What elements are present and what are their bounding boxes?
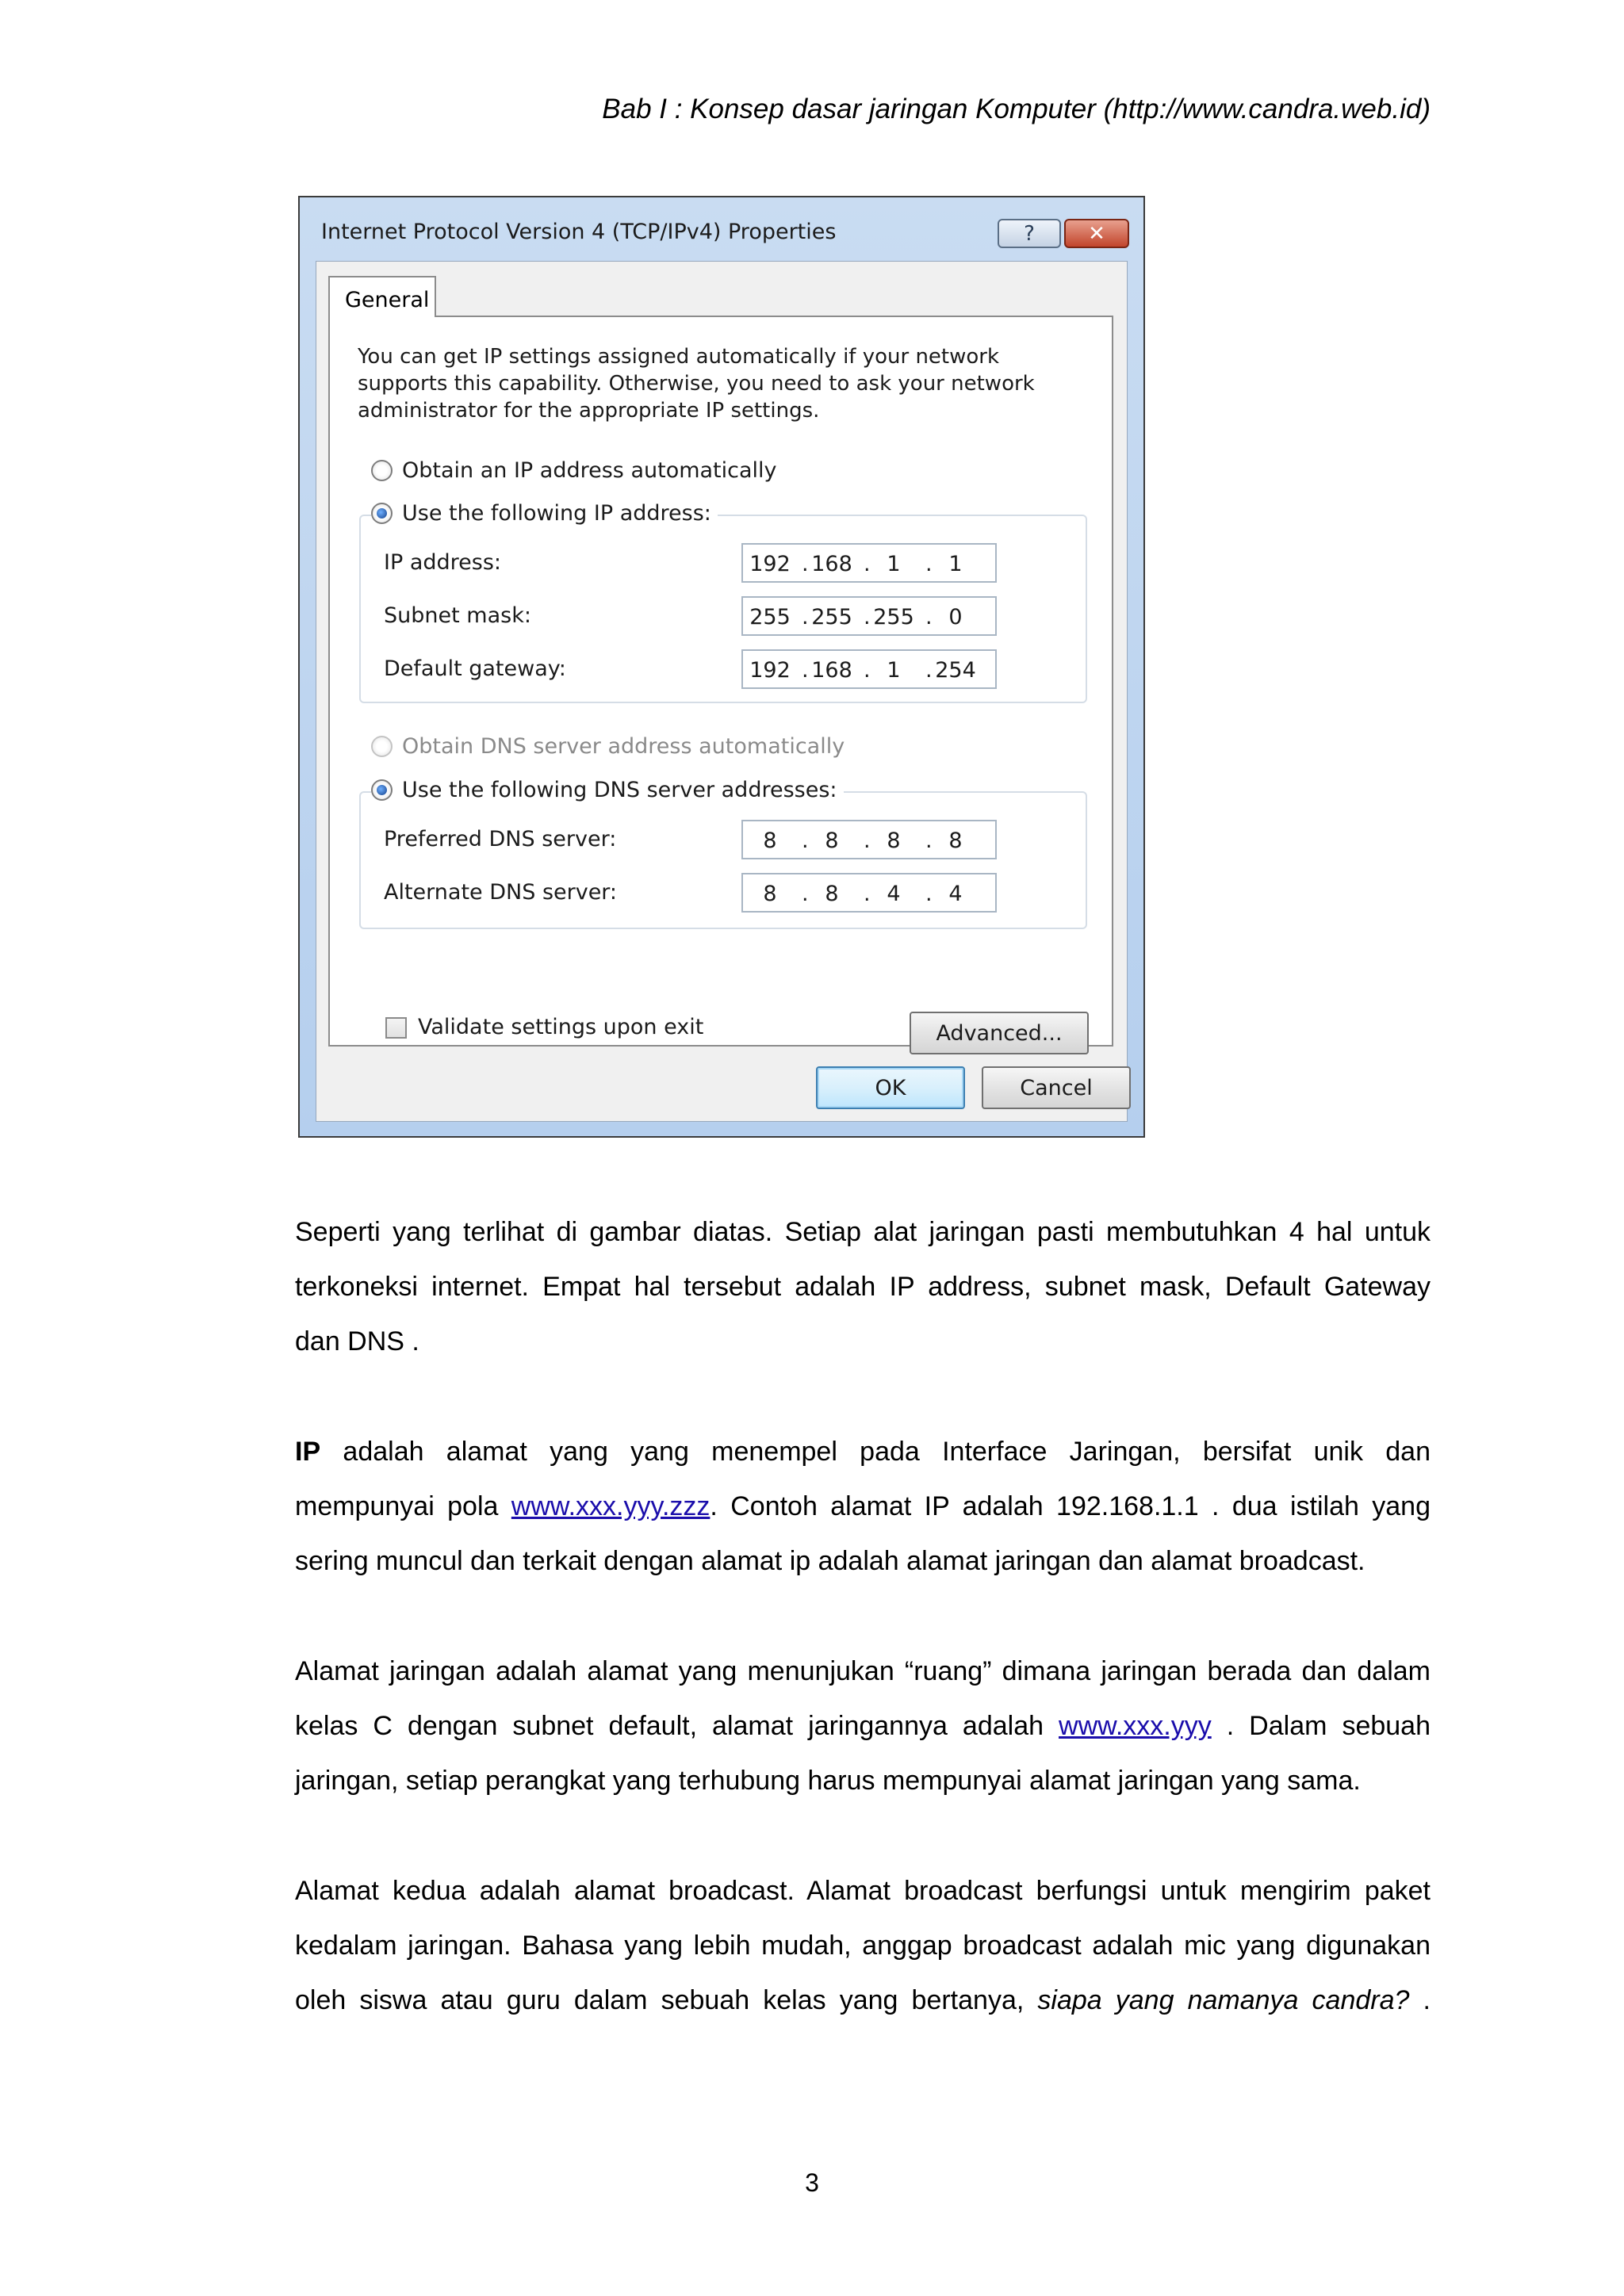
octet-2: 168 [811,552,852,576]
octet-dot: . [925,605,933,629]
octet-dot: . [864,828,871,853]
text-run: . Dalam sebuah [1211,1711,1431,1741]
octet-1: 8 [763,828,777,853]
paragraph-2 [295,1425,1431,1589]
text-line [295,1479,1431,1534]
text-line: jaringan, setiap perangkat yang terhubung harus mempunyai alamat jaringan yang sama. [295,1766,1361,1796]
text-line: kedalam jaringan. Bahasa yang lebih mudah, anggap broadcast adalah mic yang digunakan [295,1931,1431,1961]
ip-address-label: IP address: [384,550,501,575]
octet-4: 8 [948,828,963,853]
octet-4: 0 [948,605,963,629]
network-pattern-link[interactable]: www.xxx.yyy [1059,1711,1212,1741]
text-run: oleh siswa atau guru dalam sebuah kelas yang bertanya, [295,1985,1038,2015]
text-run: mempunyai pola [295,1491,511,1521]
radio-obtain-dns [371,734,851,759]
octet-dot: . [864,552,871,576]
paragraph-3 [295,1644,1431,1808]
close-button[interactable] [1064,219,1129,248]
octet-2: 168 [811,658,852,683]
dialog-title: Internet Protocol Version 4 (TCP/IPv4) Properties [321,220,837,244]
radio-obtain-ip[interactable] [371,458,783,483]
alternate-dns-input[interactable] [741,873,997,913]
preferred-dns-input[interactable] [741,820,997,859]
tcpip-properties-dialog [298,196,1145,1138]
octet-dot: . [802,658,809,683]
text-run: kelas C dengan subnet default, alamat jaringannya adalah [295,1711,1059,1741]
default-gateway-input[interactable] [741,649,997,689]
text-line [295,1425,1431,1479]
radio-button-selected[interactable] [371,503,393,524]
alternate-dns-label: Alternate DNS server: [384,880,618,905]
octet-dot: . [925,552,933,576]
help-icon: ? [1024,221,1035,246]
subnet-mask-input[interactable] [741,596,997,636]
subnet-mask-label: Subnet mask: [384,603,531,628]
radio-button[interactable] [371,460,393,481]
italic-question: siapa yang namanya candra? [1037,1985,1410,2015]
octet-2: 255 [811,605,852,629]
octet-3: 255 [873,605,914,629]
octet-dot: . [802,882,809,906]
octet-dot: . [925,658,933,683]
general-tab-panel [328,316,1113,1047]
radio-button-selected[interactable] [371,779,393,801]
text-run: . Contoh alamat IP adalah 192.168.1.1 . dua istilah yang [710,1491,1431,1521]
cancel-button[interactable]: Cancel [982,1066,1131,1109]
page-number: 3 [805,2168,819,2197]
preferred-dns-label: Preferred DNS server: [384,827,617,851]
octet-2: 8 [825,828,839,853]
octet-1: 8 [763,882,777,906]
dialog-titlebar[interactable] [300,197,1143,256]
text-line [295,1973,1431,2028]
octet-dot: . [802,552,809,576]
octet-1: 192 [749,552,791,576]
octet-dot: . [925,882,933,906]
ip-address-input[interactable] [741,543,997,583]
octet-3: 8 [887,828,901,853]
octet-dot: . [802,605,809,629]
octet-dot: . [802,828,809,853]
intro-text: You can get IP settings assigned automatically if your network supports this capability. Otherwise, you need to ask your network administrator for the appropriate IP settings. [358,345,1035,423]
validate-settings-label: Validate settings upon exit [418,1015,704,1039]
validate-settings-checkbox[interactable] [385,1017,407,1039]
page-header: Bab I : Konsep dasar jaringan Komputer (http://www.candra.web.id) [602,94,1431,124]
octet-4: 4 [948,882,963,906]
paragraph-4 [295,1864,1431,2028]
radio-label: Obtain an IP address automatically [402,458,777,483]
radio-button-disabled [371,736,393,757]
octet-1: 255 [749,605,791,629]
close-icon: ✕ [1088,221,1105,246]
tab-general[interactable]: General [328,276,436,317]
text-run: . [1409,1985,1431,2015]
text-line: Seperti yang terlihat di gambar diatas. Setiap alat jaringan pasti membutuhkan 4 hal untuk [295,1217,1431,1247]
octet-1: 192 [749,658,791,683]
octet-2: 8 [825,882,839,906]
advanced-button[interactable]: Advanced... [910,1012,1089,1054]
text-line: Alamat jaringan adalah alamat yang menunjukan “ruang” dimana jaringan berada dan dalam [295,1656,1431,1686]
octet-dot: . [925,828,933,853]
text-line [295,1699,1431,1754]
radio-use-dns[interactable] [371,778,844,802]
paragraph-1 [295,1205,1431,1369]
ok-button[interactable]: OK [816,1066,965,1109]
default-gateway-label: Default gateway: [384,656,566,681]
octet-4: 1 [948,552,963,576]
octet-4: 254 [935,658,976,683]
dialog-client-area [316,261,1128,1122]
text-run: adalah alamat yang yang menempel pada Interface Jaringan, bersifat unik dan [320,1437,1431,1467]
text-line: terkoneksi internet. Empat hal tersebut adalah IP address, subnet mask, Default Gateway [295,1272,1431,1302]
radio-label: Use the following IP address: [402,501,711,526]
ip-pattern-link[interactable]: www.xxx.yyy.zzz [511,1491,710,1521]
radio-label: Use the following DNS server addresses: [402,778,837,802]
octet-dot: . [864,882,871,906]
text-line: sering muncul dan terkait dengan alamat ip adalah alamat jaringan dan alamat broadcast. [295,1546,1365,1576]
ip-term: IP [295,1437,321,1467]
octet-dot: . [864,605,871,629]
octet-3: 1 [887,552,901,576]
octet-dot: . [864,658,871,683]
octet-3: 1 [887,658,901,683]
radio-label: Obtain DNS server address automatically [402,734,845,759]
octet-3: 4 [887,882,901,906]
text-line: dan DNS . [295,1326,419,1357]
radio-use-ip[interactable] [371,501,718,526]
text-line: Alamat kedua adalah alamat broadcast. Alamat broadcast berfungsi untuk mengirim paket [295,1876,1431,1906]
help-button[interactable] [998,219,1061,248]
